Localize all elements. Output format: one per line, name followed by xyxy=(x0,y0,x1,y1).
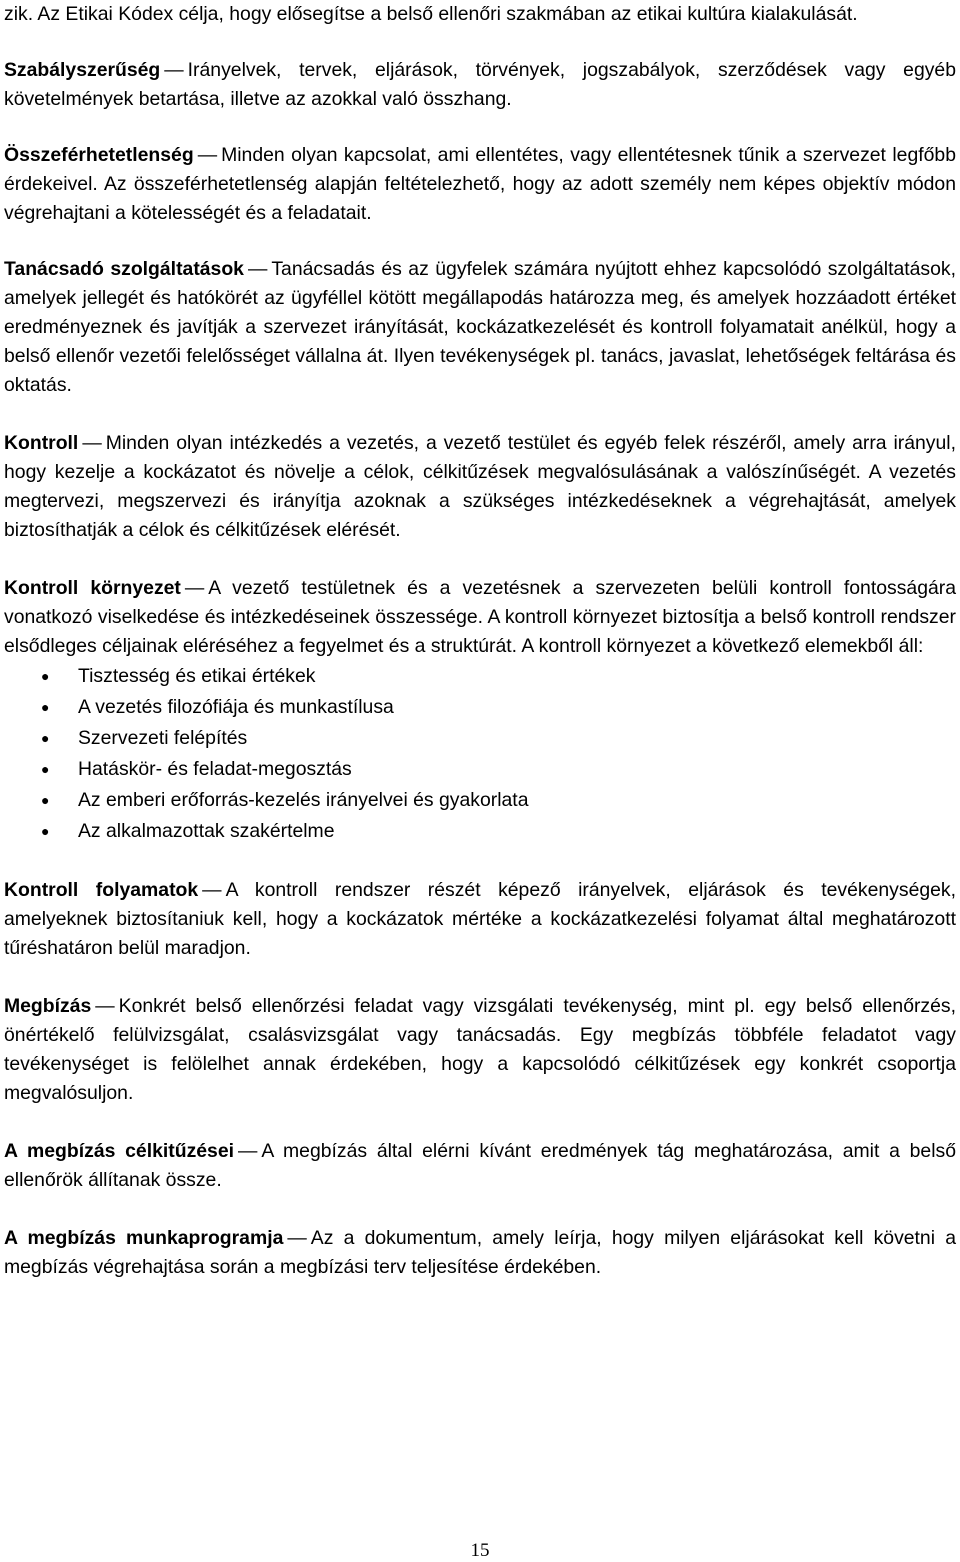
list-item: ● Az emberi erőforrás-kezelés irányelvei és gyakorlata xyxy=(4,785,956,816)
definition-text: Minden olyan kapcsolat, ami ellentétes, vagy ellentétesnek tűnik a szervezet legfőbb érdekeivel. Az összeférhetetlenség alapján feltételezhető, hogy az adott személy nem képes objektív módon végrehajtani a kötelességét és a feladatait. xyxy=(4,144,956,224)
definition-megbizas xyxy=(4,992,956,1108)
control-environment-elements-list xyxy=(4,661,956,847)
bullet-icon: ● xyxy=(41,823,50,839)
list-item: ● Az alkalmazottak szakértelme xyxy=(4,816,956,847)
definition-kontroll-folyamatok xyxy=(4,876,956,963)
bullet-icon: ● xyxy=(41,761,50,777)
definition-term: Kontroll xyxy=(4,432,79,454)
definition-kontroll-kornyezet xyxy=(4,574,956,661)
list-item: ● A vezetés filozófiája és munkastílusa xyxy=(4,692,956,723)
definition-term: Szabályszerűség xyxy=(4,59,161,81)
bullet-icon: ● xyxy=(41,668,50,684)
definition-megbizas-celkituzesei xyxy=(4,1137,956,1195)
document-page xyxy=(4,0,956,1282)
definition-dash: — xyxy=(247,258,268,280)
definition-term: Tanácsadó szolgáltatások xyxy=(4,258,244,280)
definition-dash: — xyxy=(202,879,222,901)
list-item: ● Hatáskör- és feladat-megosztás xyxy=(4,754,956,785)
page-number: 15 xyxy=(470,1540,490,1561)
definition-term: Megbízás xyxy=(4,995,92,1017)
definition-text: Konkrét belső ellenőrzési feladat vagy vizsgálati tevékenység, mint pl. egy belső ellenőrzés, önértékelő felülvizsgálat, csalásvizsgálat vagy tanácsadás. Egy megbízás többféle feladatot vagy tevékenységet is felölelhet annak érdekében, hogy a kapcsolódó célkitűzések egy konkrét csoportja megvalósuljon. xyxy=(4,995,956,1104)
definition-dash: — xyxy=(287,1227,307,1249)
definition-term: Kontroll környezet xyxy=(4,577,181,599)
definition-dash: — xyxy=(82,432,102,454)
definition-osszeferhetetlenseg xyxy=(4,141,956,228)
definition-text: A vezető testületnek és a vezetésnek a szervezeten belüli kontroll fontosságára vonatkozó viselkedése és intézkedéseinek összessége. A kontroll környezet biztosítja a belső kontroll rendszer elsődleges céljainak eléréséhez a fegyelmet és a struktúrát. A kontroll környezet a következő elemekből áll: xyxy=(4,577,957,657)
bullet-icon: ● xyxy=(41,792,50,808)
bullet-icon: ● xyxy=(41,730,50,746)
definition-kontroll xyxy=(4,429,956,545)
definition-szabalyszeruseg xyxy=(4,56,956,114)
definition-megbizas-munkaprogramja xyxy=(4,1224,956,1282)
list-item: ● Szervezeti felépítés xyxy=(4,723,956,754)
definition-dash: — xyxy=(164,59,184,81)
definition-text: Irányelvek, tervek, eljárások, törvények, jogszabályok, szerződések vagy egyéb követelmények betartása, illetve az azokkal való összhang. xyxy=(4,59,956,110)
definition-text: A megbízás által elérni kívánt eredmények tág meghatározása, amit a belső ellenőrök állítanak össze. xyxy=(4,1140,957,1191)
definition-tanacsado-szolgaltatasok xyxy=(4,255,956,400)
definition-dash: — xyxy=(197,144,218,166)
definition-text: Minden olyan intézkedés a vezetés, a vezető testület és egyéb felek részéről, amely arra irányul, hogy kezelje a kockázatot és növelje a célok, célkitűzések megvalósulásának a valószínűségét. A vezetés megtervezi, megszervezi és irányítja azoknak a szükséges intézkedéseknek a végrehajtását, amelyek biztosíthatják a célok és célkitűzések elérését. xyxy=(4,432,956,541)
bullet-icon: ● xyxy=(41,699,50,715)
definition-dash: — xyxy=(238,1140,258,1162)
definition-term: Összeférhetetlenség xyxy=(4,144,194,166)
definition-text: A kontroll rendszer részét képező irányelvek, eljárások és tevékenységek, amelyeknek biztosítaniuk kell, hogy a kockázatok mértéke a kockázatkezelési folyamat által meghatározott tűréshatáron belül maradjon. xyxy=(4,879,957,959)
definition-term: Kontroll folyamatok xyxy=(4,879,199,901)
definition-dash: — xyxy=(184,577,205,599)
definition-dash: — xyxy=(95,995,115,1017)
intro-paragraph: zik. Az Etikai Kódex célja, hogy elősegítse a belső ellenőri szakmában az etikai kultúra kialakulását. xyxy=(4,3,858,25)
definition-text: Az a dokumentum, amely leírja, hogy milyen eljárásokat kell követni a megbízás végrehajtása során a megbízási terv teljesítése érdekében. xyxy=(4,1227,957,1278)
definition-text: Tanácsadás és az ügyfelek számára nyújtott ehhez kapcsolódó szolgáltatások, amelyek jellegét és hatókörét az ügyféllel kötött megállapodás határozza meg, és amelyek hozzáadott értéket eredményeznek és javítják a szervezet irányítását, kockázatkezelését és kontroll folyamatait anélkül, hogy a belső ellenőr vezetői felelősséget vállalna át. Ilyen tevékenységek pl. tanács, javaslat, lehetőségek feltárása és oktatás. xyxy=(4,258,956,396)
list-item: ● Tisztesség és etikai értékek xyxy=(4,661,956,692)
definition-term: A megbízás munkaprogramja xyxy=(4,1227,284,1249)
definition-term: A megbízás célkitűzései xyxy=(4,1140,235,1162)
